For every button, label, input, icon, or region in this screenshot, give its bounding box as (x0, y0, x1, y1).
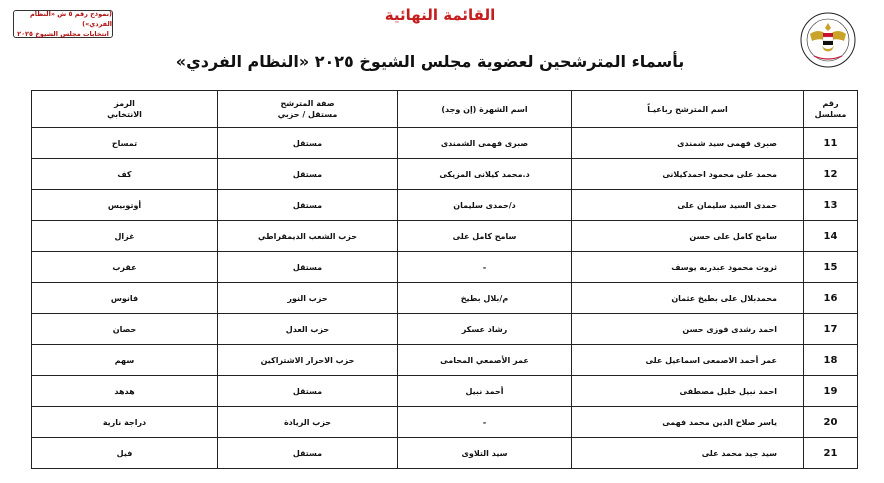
cell-number: 17 (804, 314, 858, 345)
cell-symbol: فانوس (32, 283, 218, 314)
cell-fame: سامح كامل على (398, 221, 572, 252)
col-header-number-line1: رقم (822, 99, 839, 108)
col-header-number-line2: مسلسل (814, 110, 847, 119)
cell-symbol: كف (32, 159, 218, 190)
form-note-line2: انتخابات مجلس الشيوخ ٢٠٢٥ (17, 30, 109, 38)
cell-name: سامح كامل على حسن (572, 221, 804, 252)
cell-name: حمدى السيد سليمان على (572, 190, 804, 221)
col-header-symbol-line1: الرمز (114, 99, 135, 108)
col-header-symbol (32, 91, 218, 128)
cell-number: 20 (804, 407, 858, 438)
cell-type: مستقل (218, 190, 398, 221)
cell-type: حزب العدل (218, 314, 398, 345)
table-row (32, 438, 858, 469)
cell-name: احمد نبيل خليل مصطفى (572, 376, 804, 407)
cell-fame: - (398, 252, 572, 283)
cell-fame: - (398, 407, 572, 438)
final-list-title: القائمة النهائية (384, 6, 496, 24)
cell-number: 12 (804, 159, 858, 190)
cell-fame: عمر الأصمعي المحامى (398, 345, 572, 376)
cell-number: 14 (804, 221, 858, 252)
candidates-table (31, 90, 858, 469)
table-row (32, 128, 858, 159)
cell-number: 18 (804, 345, 858, 376)
col-header-name: اسم المترشح رباعيـاً (572, 91, 804, 128)
cell-name: احمد رشدى فوزى حسن (572, 314, 804, 345)
table-header-row (32, 91, 858, 128)
cell-symbol: حصان (32, 314, 218, 345)
cell-type: حزب الريادة (218, 407, 398, 438)
table-row (32, 314, 858, 345)
form-note-line1: (نموذج رقم ٥ ش «النظام الفردي») (29, 10, 112, 28)
table-row (32, 407, 858, 438)
cell-number: 21 (804, 438, 858, 469)
cell-symbol: هدهد (32, 376, 218, 407)
cell-type: مستقل (218, 128, 398, 159)
cell-symbol: دراجة نارية (32, 407, 218, 438)
cell-fame: سيد التلاوى (398, 438, 572, 469)
col-header-type-line2: مستقل / حزبي (277, 110, 338, 119)
cell-type: مستقل (218, 252, 398, 283)
cell-number: 16 (804, 283, 858, 314)
col-header-number (804, 91, 858, 128)
cell-name: محمدبلال على بطيخ عثمان (572, 283, 804, 314)
form-note-box (13, 10, 113, 38)
table-row (32, 283, 858, 314)
cell-symbol: غزال (32, 221, 218, 252)
cell-symbol: عقرب (32, 252, 218, 283)
table-row (32, 190, 858, 221)
cell-type: مستقل (218, 438, 398, 469)
col-header-symbol-line2: الانتخابي (107, 110, 142, 119)
cell-name: ثروت محمود عبدربه يوسف (572, 252, 804, 283)
cell-symbol: أوتوبيس (32, 190, 218, 221)
cell-symbol: فيل (32, 438, 218, 469)
cell-fame: رشاد عسكر (398, 314, 572, 345)
cell-number: 19 (804, 376, 858, 407)
cell-name: سيد جيد محمد على (572, 438, 804, 469)
cell-type: حزب النور (218, 283, 398, 314)
cell-symbol: سهم (32, 345, 218, 376)
cell-number: 11 (804, 128, 858, 159)
cell-type: مستقل (218, 159, 398, 190)
table-row (32, 221, 858, 252)
eagle-emblem-icon (800, 12, 856, 68)
cell-name: عمر أحمد الاصمعى اسماعيل على (572, 345, 804, 376)
cell-name: صبرى فهمى سيد شمندى (572, 128, 804, 159)
cell-type: حزب الاحرار الاشتراكين (218, 345, 398, 376)
cell-fame: م/بلال بطيخ (398, 283, 572, 314)
page-title: بأسماء المترشحين لعضوية مجلس الشيوخ ٢٠٢٥ «النظام الفردي» (175, 52, 685, 71)
cell-fame: صبرى فهمى الشمندى (398, 128, 572, 159)
table-row (32, 252, 858, 283)
table-row (32, 376, 858, 407)
table-row (32, 159, 858, 190)
cell-fame: أحمد نبيل (398, 376, 572, 407)
col-header-fame: اسم الشهرة (إن وجد) (398, 91, 572, 128)
cell-number: 13 (804, 190, 858, 221)
cell-fame: د/حمدى سليمان (398, 190, 572, 221)
cell-symbol: تمساح (32, 128, 218, 159)
col-header-type-line1: صفة المترشح (280, 99, 335, 108)
cell-type: حزب الشعب الديمقراطي (218, 221, 398, 252)
cell-number: 15 (804, 252, 858, 283)
cell-fame: د.محمد كيلانى المزيكى (398, 159, 572, 190)
cell-name: ياسر صلاح الدين محمد فهمى (572, 407, 804, 438)
col-header-type (218, 91, 398, 128)
cell-name: محمد على محمود احمدكيلانى (572, 159, 804, 190)
cell-type: مستقل (218, 376, 398, 407)
table-row (32, 345, 858, 376)
